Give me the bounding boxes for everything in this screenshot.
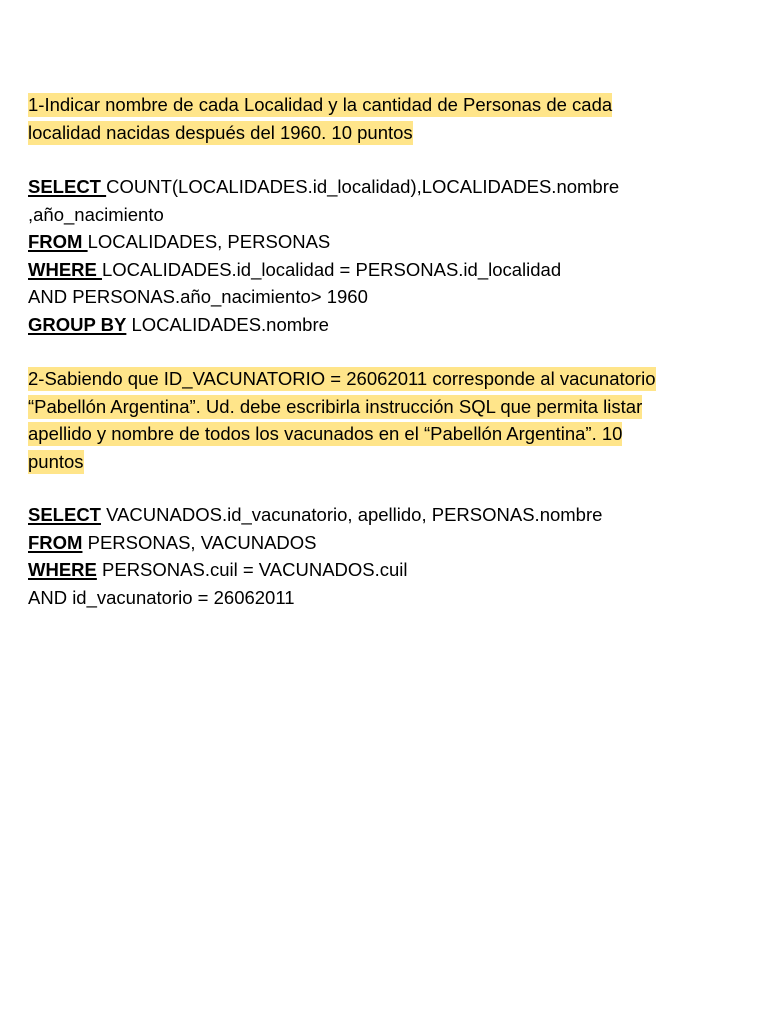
sql-select-columns: COUNT(LOCALIDADES.id_localidad),LOCALIDADES.nombre	[106, 176, 620, 197]
question-2-line-4	[28, 448, 728, 476]
sql-keyword-group-by: GROUP BY	[28, 313, 127, 335]
highlighted-text: localidad nacidas después del 1960. 10 puntos	[28, 121, 413, 143]
question-1	[28, 91, 728, 146]
highlighted-text: apellido y nombre de todos los vacunados en el “Pabellón Argentina”. 10	[28, 423, 623, 444]
sql-where-condition: LOCALIDADES.id_localidad = PERSONAS.id_localidad	[102, 258, 562, 280]
sql-and-condition: AND PERSONAS.año_nacimiento> 1960	[28, 286, 368, 307]
sql-select-columns-cont: ,año_nacimiento	[28, 203, 164, 225]
sql-and-condition: AND id_vacunatorio = 26062011	[28, 586, 295, 608]
highlighted-text: “Pabellón Argentina”. Ud. debe escribirla instrucción SQL que permita listar	[28, 395, 643, 417]
sql-from-tables: PERSONAS, VACUNADOS	[82, 531, 317, 553]
sql-group-by-line	[28, 311, 728, 339]
sql-where-line	[28, 556, 728, 584]
answer-2-sql	[28, 501, 728, 611]
sql-and-line	[28, 283, 728, 311]
highlighted-text: 1-Indicar nombre de cada Localidad y la cantidad de Personas de cada	[28, 94, 613, 115]
sql-select-columns: VACUNADOS.id_vacunatorio, apellido, PERSONAS.nombre	[100, 504, 603, 525]
sql-keyword-from: FROM	[28, 231, 88, 252]
highlighted-text: 2-Sabiendo que ID_VACUNATORIO = 26062011 corresponde al vacunatorio	[28, 368, 656, 389]
sql-from-tables: LOCALIDADES, PERSONAS	[87, 231, 331, 252]
sql-select-line	[28, 173, 728, 201]
highlighted-text: puntos	[28, 450, 84, 472]
sql-keyword-select: SELECT	[28, 176, 107, 197]
sql-select-continuation	[28, 201, 728, 229]
sql-from-line	[28, 228, 728, 256]
sql-from-line	[28, 529, 728, 557]
question-1-line-1	[28, 91, 728, 119]
sql-and-line	[28, 584, 728, 612]
question-2-line-3	[28, 420, 728, 448]
answer-1-sql	[28, 173, 728, 338]
sql-group-by-column: LOCALIDADES.nombre	[126, 313, 329, 335]
sql-keyword-where: WHERE	[28, 559, 97, 580]
sql-where-line	[28, 256, 728, 284]
sql-keyword-select: SELECT	[28, 504, 101, 525]
sql-where-condition: PERSONAS.cuil = VACUNADOS.cuil	[96, 559, 408, 580]
sql-keyword-where: WHERE	[28, 258, 102, 280]
question-2-line-2	[28, 393, 728, 421]
question-2	[28, 365, 728, 475]
sql-select-line	[28, 501, 728, 529]
question-2-line-1	[28, 365, 728, 393]
question-1-line-2	[28, 119, 728, 147]
sql-keyword-from: FROM	[28, 531, 83, 553]
